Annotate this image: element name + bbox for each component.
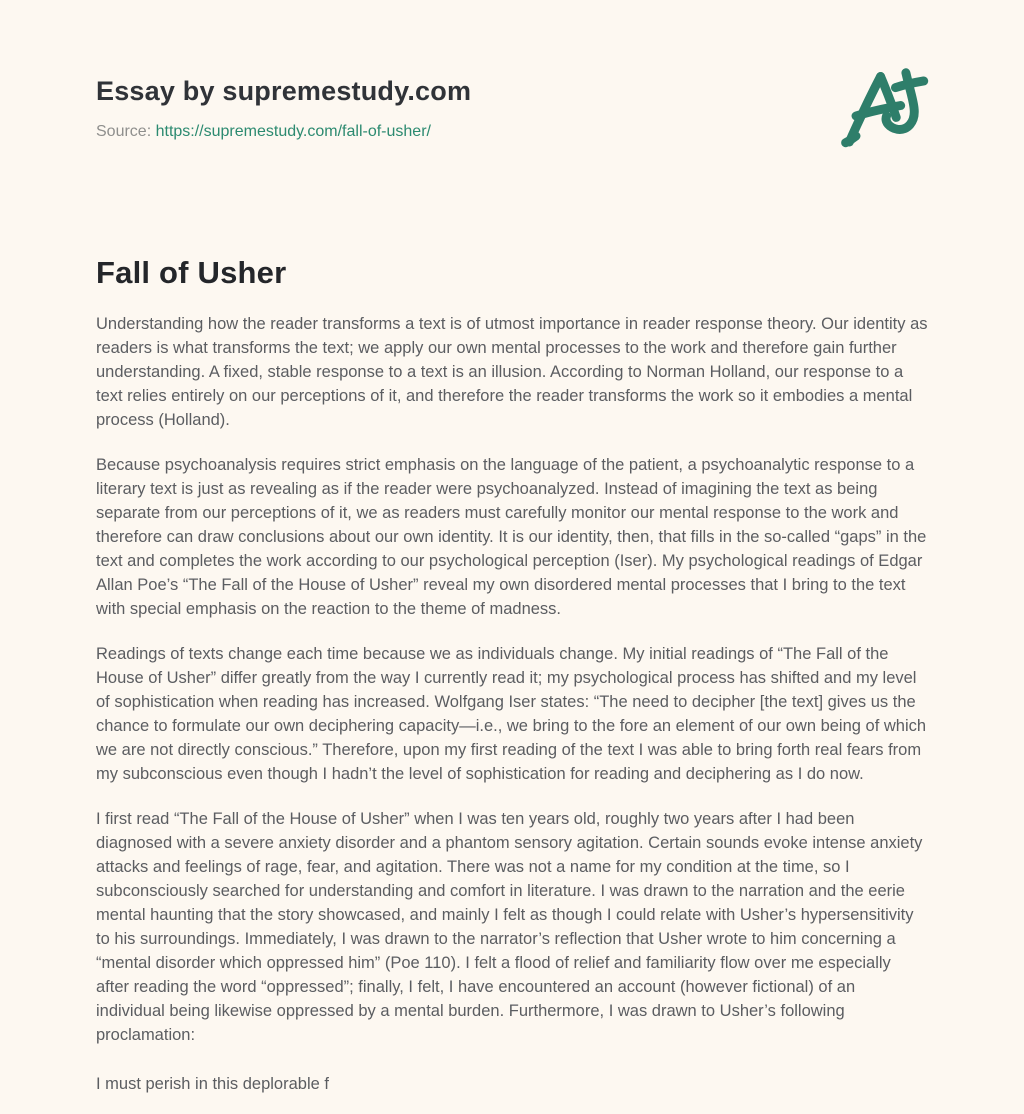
essay-body — [96, 312, 928, 1096]
source-line — [96, 123, 928, 141]
essay-paragraph: Because psychoanalysis requires strict emphasis on the language of the patient, a psychoanalytic response to a literary text is just as revealing as if the reader were psychoanalyzed. Instead of imagining the text as being separate from our perceptions of it, we as readers must carefully monitor our mental response to the work and therefore can draw conclusions about our own identity. It is our identity, then, that fills in the so-called “gaps” in the text and completes the work according to our psychological perception (Iser). My psychological readings of Edgar Allan Poe’s “The Fall of the House of Usher” reveal my own disordered mental processes that I bring to the text with special emphasis on the reaction to the theme of madness. — [96, 456, 927, 618]
a-plus-logo-icon — [824, 56, 958, 164]
essay-title: Fall of Usher — [96, 255, 287, 290]
essay-paragraph: Understanding how the reader transforms a text is of utmost importance in reader response theory. Our identity as readers is what transforms the text; we apply our own mental processes to the work and therefore gain further understanding. A fixed, stable response to a text is an illusion. According to Norman Holland, our response to a text relies entirely on our perceptions of it, and therefore the reader transforms the work so it embodies a mental process (Holland). — [96, 315, 928, 429]
block-quote-first-line: I must perish in this deplorable f — [96, 1075, 329, 1093]
source-label: Source: — [96, 123, 152, 140]
source-url-link[interactable]: https://supremestudy.com/fall-of-usher/ — [155, 123, 431, 140]
essay-paragraph: I first read “The Fall of the House of Usher” when I was ten years old, roughly two years after I had been diagnosed with a severe anxiety disorder and a phantom sensory agitation. Certain sounds evoke intense anxiety attacks and feelings of rage, fear, and agitation. There was not a name for my condition at the time, so I subconsciously searched for understanding and comfort in literature. I was drawn to the narration and the eerie mental haunting that the story showcased, and mainly I felt as though I could relate with Usher’s hypersensitivity to his surroundings. Immediately, I was drawn to the narrator’s reflection that Usher wrote to him concerning a “mental disorder which oppressed him” (Poe 110). I felt a flood of relief and familiarity flow over me especially after reading the word “oppressed”; finally, I felt, I have encountered an account (however fictional) of an individual being likewise oppressed by a mental burden. Furthermore, I was drawn to Usher’s following proclamation: — [96, 810, 923, 1044]
essay-paragraph: Readings of texts change each time because we as individuals change. My initial readings of “The Fall of the House of Usher” differ greatly from the way I currently read it; my psychological process has shifted and my level of sophistication when reading has increased. Wolfgang Iser states: “The need to decipher [the text] gives us the chance to formulate our own deciphering capacity—i.e., we bring to the fore an element of our own being of which we are not directly conscious.” Therefore, upon my first reading of the text I was able to bring forth real fears from my subconscious even though I hadn’t the level of sophistication for reading and deciphering as I do now. — [96, 645, 927, 783]
site-title: Essay by supremestudy.com — [96, 76, 472, 106]
